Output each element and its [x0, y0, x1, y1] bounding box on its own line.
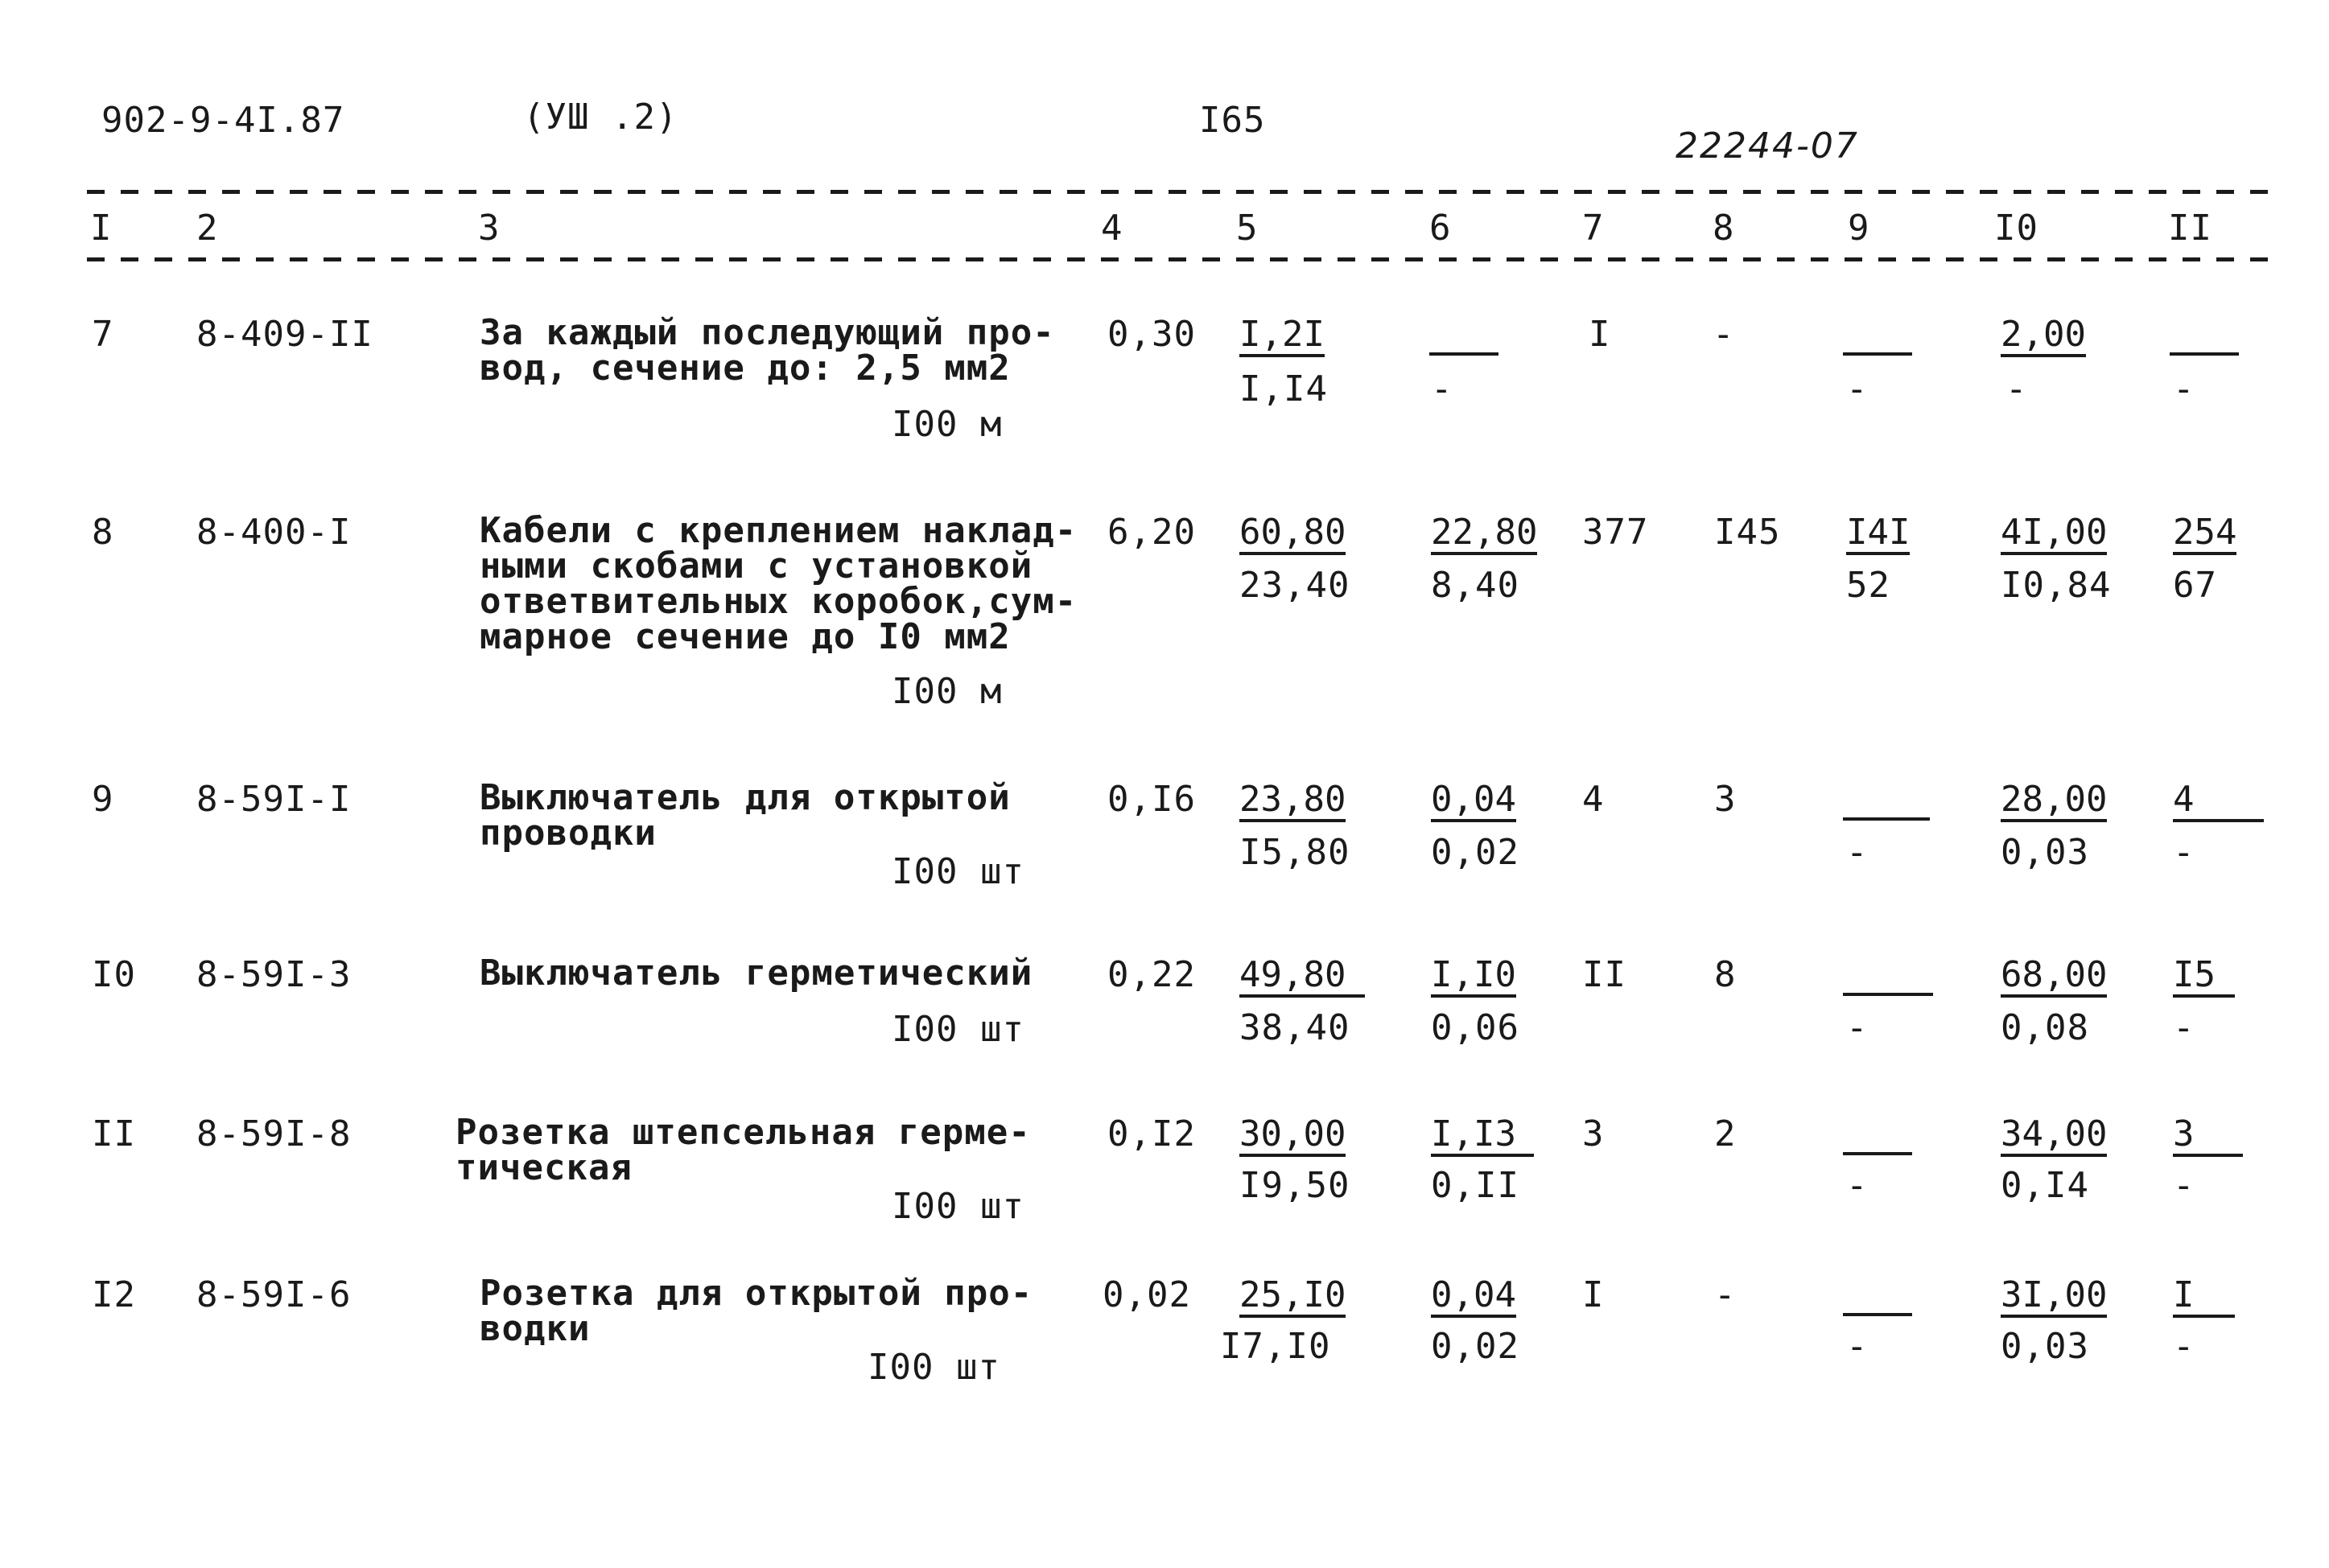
rate-code: 8-59I-3	[196, 954, 352, 995]
rate-code: 8-409-II	[196, 314, 373, 355]
labor-total-machinists: -	[2173, 368, 2195, 409]
unit-cost-wages: 38,40	[1239, 1007, 1350, 1048]
labor-total: I	[2173, 1278, 2235, 1318]
unit-cost-wages: I9,50	[1239, 1165, 1350, 1206]
labor-norm-machinists: 0,08	[2001, 1007, 2089, 1048]
labor-norm: 34,00	[2001, 1117, 2107, 1157]
column-header: 8	[1713, 208, 1735, 249]
total-wages: I45	[1714, 512, 1781, 553]
fraction-bar	[1843, 352, 1912, 356]
rate-code: 8-59I-6	[196, 1274, 352, 1315]
quantity: 0,30	[1107, 314, 1196, 355]
total-cost: I	[1582, 1274, 1605, 1315]
total-wages: 3	[1714, 779, 1737, 820]
fraction-bar	[1429, 352, 1498, 356]
rate-code: 8-59I-I	[196, 779, 352, 820]
column-header: I0	[1994, 208, 2038, 249]
unit-cost-wages: I7,I0	[1220, 1326, 1331, 1367]
unit-cost-total: 60,80	[1239, 515, 1346, 555]
machine-cost: 22,80	[1431, 515, 1537, 555]
unit-cost-wages: I5,80	[1239, 832, 1350, 873]
machine-total-wages: -	[1846, 1165, 1869, 1206]
column-header: 7	[1582, 208, 1605, 249]
section-label: (УШ .2)	[523, 97, 678, 138]
unit-cost-total: 49,80	[1239, 957, 1365, 998]
row-number: 9	[92, 779, 114, 820]
work-description: Кабели с креплением наклад- ными скобами с установкой ответвительных коробок,сум- марное сечение до I0 мм2	[480, 510, 1078, 657]
labor-norm: 2,00	[2001, 317, 2086, 357]
work-description: Розетка для открытой про- водки	[480, 1273, 1033, 1349]
measure-unit: I00 шт	[868, 1347, 1000, 1388]
measure-unit: I00 шт	[892, 851, 1024, 892]
work-description: Розетка штепсельная герме- тическая	[455, 1112, 1031, 1188]
machine-cost-wages: 0,II	[1431, 1165, 1519, 1206]
document-code: 902-9-4I.87	[101, 100, 345, 141]
measure-unit: I00 шт	[892, 1186, 1024, 1227]
header-bottom-rule	[87, 257, 2276, 261]
total-cost: 4	[1582, 779, 1605, 820]
work-description: Выключатель герметический	[480, 953, 1033, 994]
row-number: I2	[92, 1274, 136, 1315]
column-header: I	[90, 208, 113, 249]
machine-cost: I,I0	[1431, 957, 1516, 998]
quantity: 6,20	[1107, 512, 1196, 553]
total-wages: -	[1713, 314, 1735, 355]
fraction-bar	[1843, 1313, 1912, 1316]
quantity: 0,02	[1103, 1274, 1191, 1315]
fraction-bar	[2170, 352, 2239, 356]
total-wages: -	[1714, 1274, 1737, 1315]
labor-total: 3	[2173, 1117, 2243, 1157]
fraction-bar	[1843, 1152, 1912, 1155]
rate-code: 8-400-I	[196, 512, 352, 553]
work-description: За каждый последующий про- вод, сечение до: 2,5 мм2	[480, 312, 1055, 389]
total-cost: I	[1589, 314, 1611, 355]
total-wages: 2	[1714, 1113, 1737, 1154]
machine-cost: I,I3	[1431, 1117, 1534, 1157]
fraction-bar	[1843, 817, 1930, 821]
fraction-bar	[1843, 993, 1933, 996]
labor-norm: 3I,00	[2001, 1278, 2107, 1318]
labor-total-machinists: -	[2173, 832, 2195, 873]
machine-cost: 0,04	[1431, 1278, 1516, 1318]
labor-norm-machinists: 0,03	[2001, 1326, 2089, 1367]
unit-cost-total: 30,00	[1239, 1117, 1346, 1157]
total-cost: II	[1582, 954, 1626, 995]
unit-cost-total: I,2I	[1239, 317, 1325, 357]
column-header: 9	[1848, 208, 1870, 249]
labor-total-machinists: -	[2173, 1007, 2195, 1048]
measure-unit: I00 м	[892, 671, 1003, 712]
machine-cost-wages: 0,02	[1431, 1326, 1519, 1367]
page-number: I65	[1199, 100, 1266, 141]
column-header: 6	[1429, 208, 1452, 249]
unit-cost-total: 23,80	[1239, 782, 1346, 822]
column-header: 2	[196, 208, 219, 249]
labor-norm-machinists: 0,I4	[2001, 1165, 2089, 1206]
machine-total-wages: -	[1846, 1326, 1869, 1367]
quantity: 0,I2	[1107, 1113, 1196, 1154]
labor-norm: 28,00	[2001, 782, 2107, 822]
archive-stamp-number: 22244-07	[1676, 126, 1859, 167]
row-number: 7	[92, 314, 114, 355]
quantity: 0,22	[1107, 954, 1196, 995]
machine-total-wages: -	[1846, 1007, 1869, 1048]
work-description: Выключатель для открытой проводки	[480, 777, 1011, 854]
unit-cost-total: 25,I0	[1239, 1278, 1346, 1318]
labor-norm: 68,00	[2001, 957, 2107, 998]
machine-cost-wages: -	[1431, 368, 1453, 409]
row-number: II	[92, 1113, 136, 1154]
labor-total: I5	[2173, 957, 2235, 998]
column-header: II	[2168, 208, 2212, 249]
column-header: 3	[478, 208, 501, 249]
unit-cost-wages: I,I4	[1239, 368, 1328, 409]
machine-total-wages: -	[1846, 368, 1869, 409]
machine-total-wages: 52	[1846, 565, 1890, 606]
total-wages: 8	[1714, 954, 1737, 995]
machine-cost-wages: 0,06	[1431, 1007, 1519, 1048]
machine-cost-wages: 8,40	[1431, 565, 1519, 606]
measure-unit: I00 шт	[892, 1009, 1024, 1050]
column-header: 5	[1236, 208, 1259, 249]
labor-norm-machinists: 0,03	[2001, 832, 2089, 873]
labor-total-machinists: -	[2173, 1165, 2195, 1206]
machine-total-wages: -	[1846, 832, 1869, 873]
machine-cost: 0,04	[1431, 782, 1516, 822]
machine-total: I4I	[1846, 515, 1910, 555]
quantity: 0,I6	[1107, 779, 1196, 820]
machine-cost-wages: 0,02	[1431, 832, 1519, 873]
labor-norm-machinists: I0,84	[2001, 565, 2112, 606]
labor-total: 4	[2173, 782, 2264, 822]
unit-cost-wages: 23,40	[1239, 565, 1350, 606]
labor-total: 254	[2173, 515, 2236, 555]
labor-total-machinists: 67	[2173, 565, 2217, 606]
labor-norm-machinists: -	[2005, 368, 2028, 409]
labor-norm: 4I,00	[2001, 515, 2107, 555]
rate-code: 8-59I-8	[196, 1113, 352, 1154]
column-header: 4	[1101, 208, 1123, 249]
labor-total-machinists: -	[2173, 1326, 2195, 1367]
total-cost: 3	[1582, 1113, 1605, 1154]
header-top-rule	[87, 190, 2276, 194]
measure-unit: I00 м	[892, 404, 1003, 445]
row-number: 8	[92, 512, 114, 553]
row-number: I0	[92, 954, 136, 995]
total-cost: 377	[1582, 512, 1649, 553]
